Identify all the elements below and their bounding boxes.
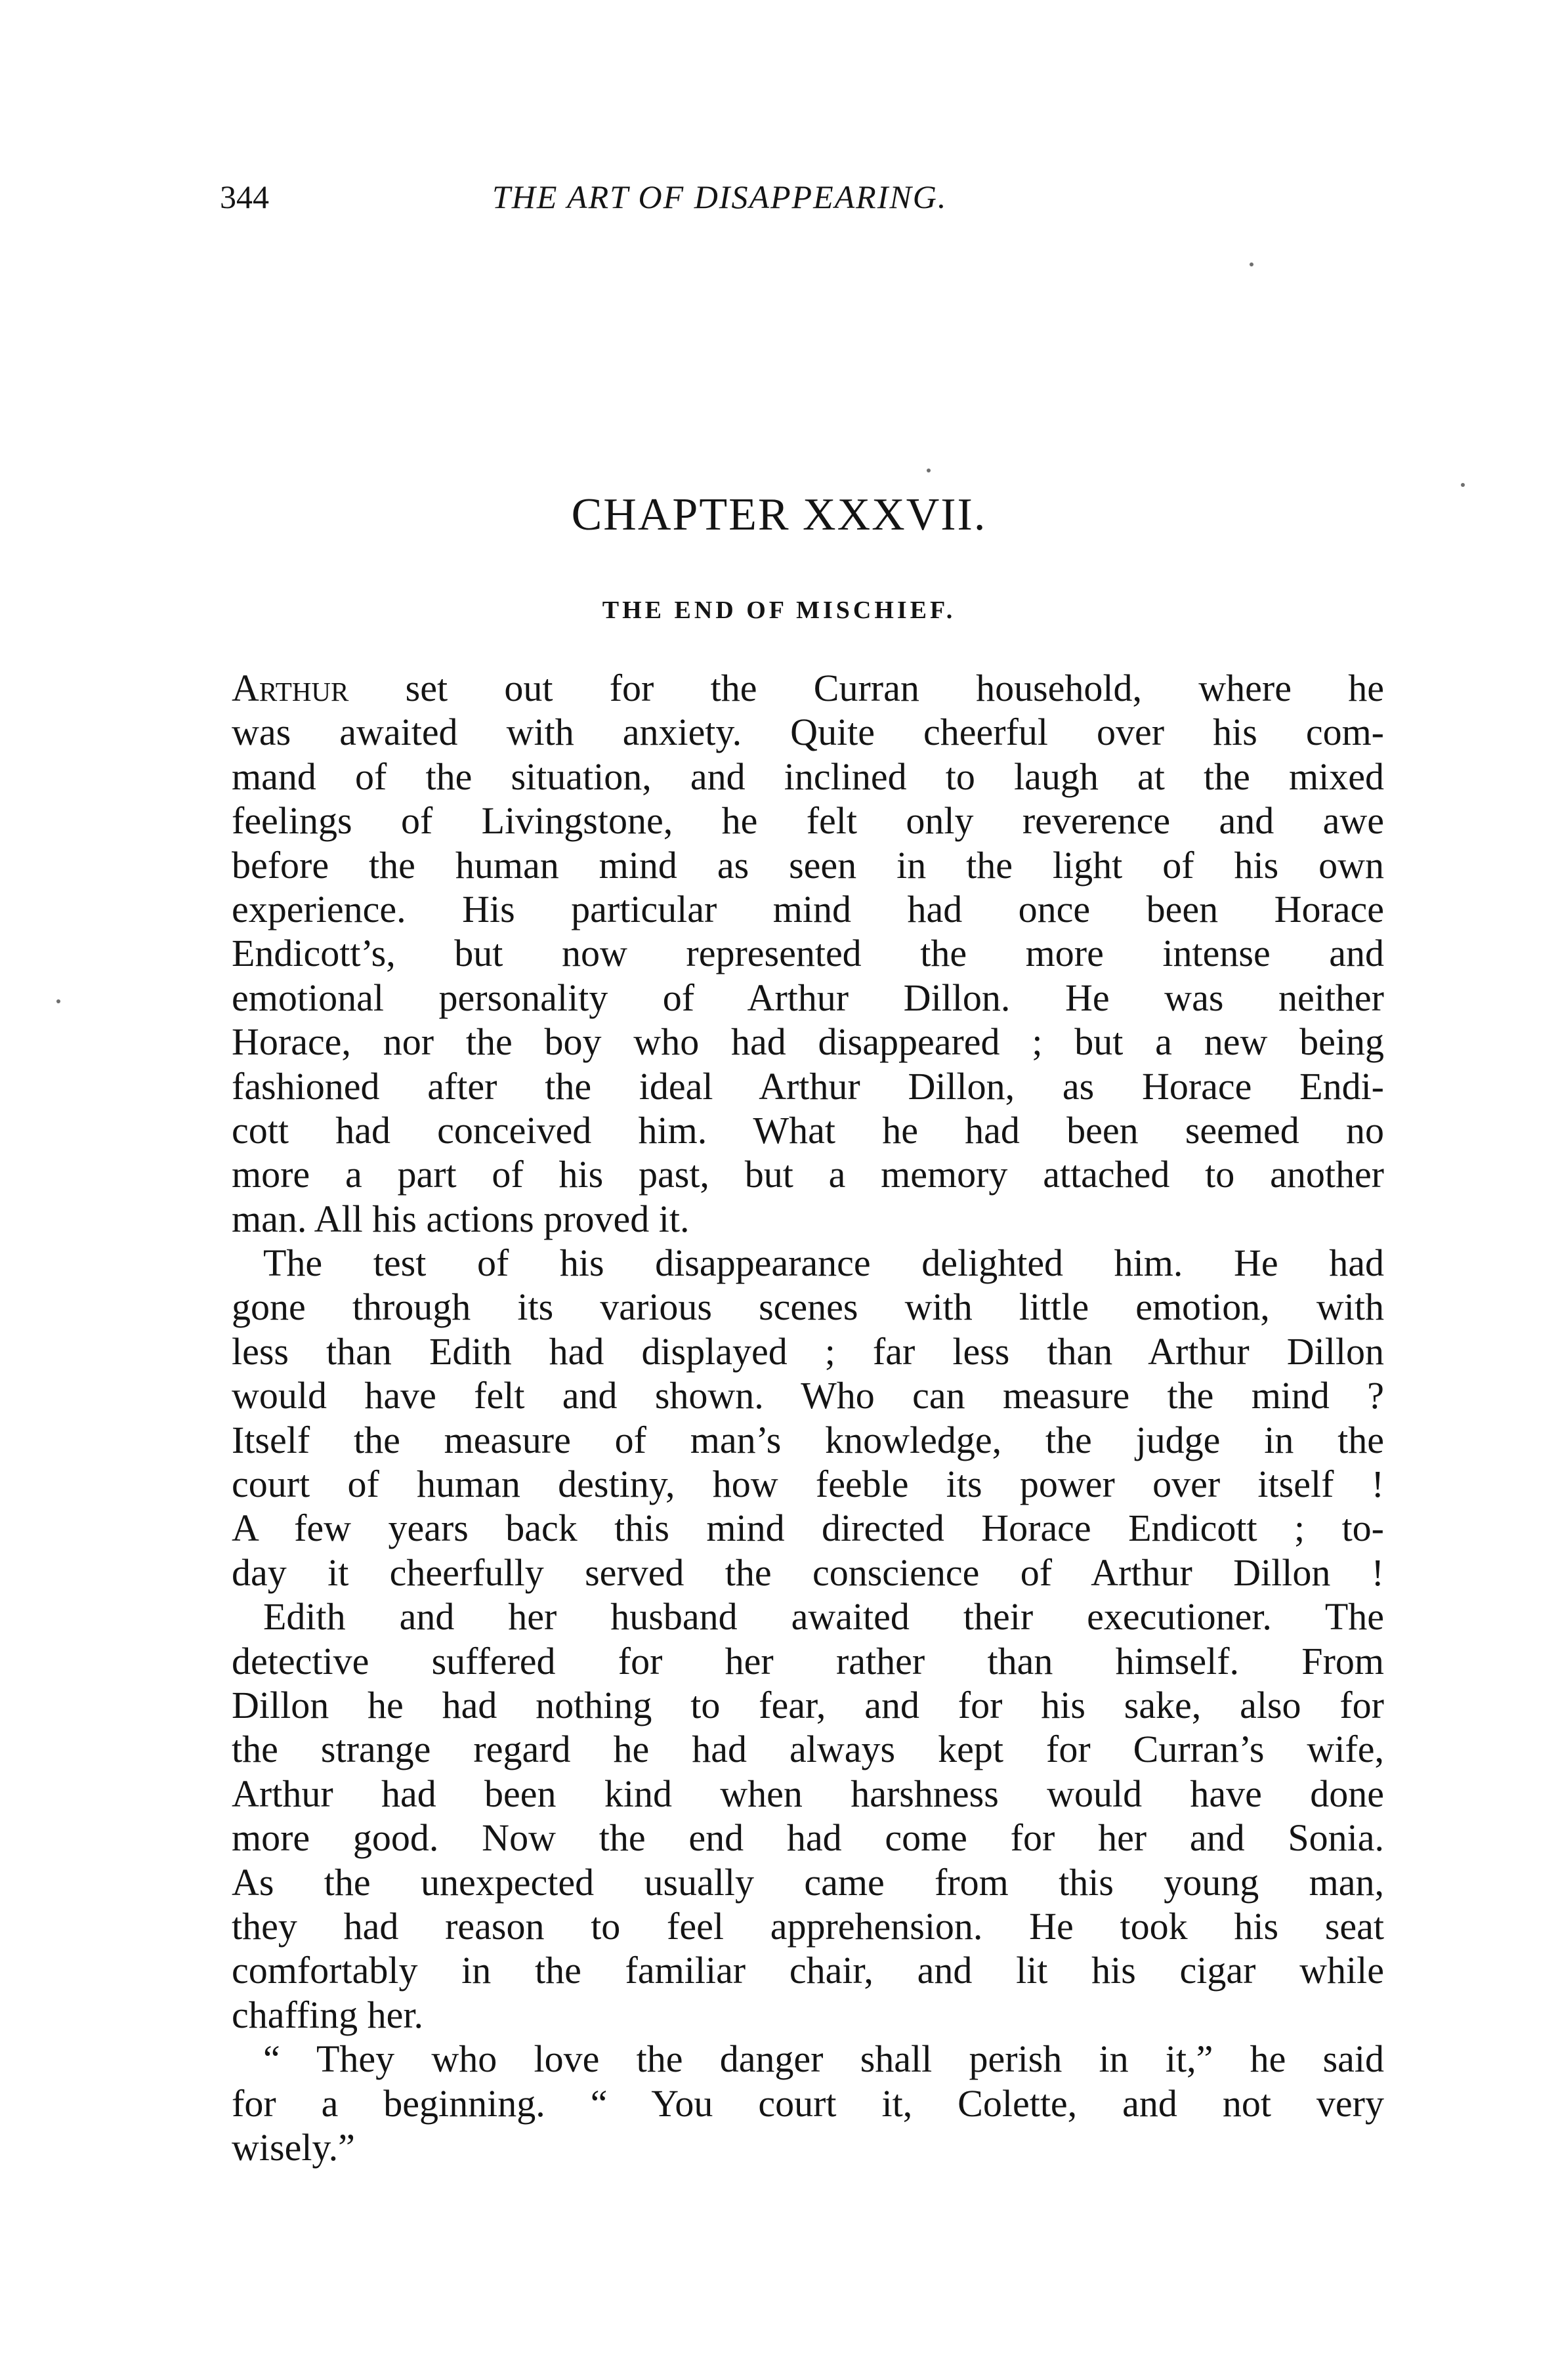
text-line: emotional personality of Arthur Dillon. He was neither: [232, 976, 1384, 1019]
text-line: mand of the situation, and inclined to laugh at the mixed: [232, 755, 1384, 798]
text-line: experience. His particular mind had once been Horace: [232, 887, 1384, 930]
text-line: the strange regard he had always kept for Curran’s wife,: [232, 1728, 1384, 1771]
text-line: more good. Now the end had come for her and Sonia.: [232, 1816, 1384, 1860]
text-line: cott had conceived him. What he had been seemed no: [232, 1108, 1384, 1152]
text-line: Arthur had been kind when harshness would have done: [232, 1772, 1384, 1815]
chapter-heading: CHAPTER XXXVII.: [571, 490, 987, 540]
text-line: A few years back this mind directed Horace Endicott ; to-: [232, 1507, 1384, 1550]
text-line: gone through its various scenes with little emotion, with: [232, 1285, 1384, 1329]
printer-mark: [56, 999, 60, 1003]
text-line: Endicott’s, but now represented the more intense and: [232, 932, 1384, 975]
text-line: for a beginning. “ You court it, Colette, and not very: [232, 2081, 1384, 2125]
text-line: they had reason to feel apprehension. He took his seat: [232, 1904, 1384, 1948]
running-head: [220, 177, 1437, 217]
text-line: chaffing her.: [232, 1993, 424, 2036]
opening-word: Arthur: [232, 667, 349, 709]
text-line: fashioned after the ideal Arthur Dillon, as Horace Endi-: [232, 1064, 1384, 1108]
text-line: Horace, nor the boy who had disappeared ; but a new being: [232, 1020, 1384, 1064]
body-text: [232, 666, 1384, 2169]
text-line: less than Edith had displayed ; far less than Arthur Dillon: [232, 1329, 1384, 1373]
text-line: court of human destiny, how feeble its power over itself !: [232, 1463, 1384, 1506]
text-line: “ They who love the danger shall perish in it,” he said: [263, 2037, 1384, 2081]
text-line: Edith and her husband awaited their executioner. The: [263, 1595, 1384, 1639]
text-line: before the human mind as seen in the light of his own: [232, 843, 1384, 887]
text-line: [232, 666, 1384, 710]
text-line: comfortably in the familiar chair, and lit his cigar while: [232, 1949, 1384, 1992]
text-line: was awaited with anxiety. Quite cheerful over his com-: [232, 711, 1384, 754]
running-title: THE ART OF DISAPPEARING.: [492, 178, 948, 215]
text-line: Itself the measure of man’s knowledge, the judge in the: [232, 1418, 1384, 1461]
text-line: feelings of Livingstone, he felt only reverence and awe: [232, 799, 1384, 843]
printer-mark: [927, 469, 931, 472]
text-line: man. All his actions proved it.: [232, 1197, 690, 1240]
text-line: more a part of his past, but a memory attached to another: [232, 1153, 1384, 1196]
text-line-rest: set out for the Curran household, where he: [348, 667, 1384, 709]
text-line: As the unexpected usually came from this young man,: [232, 1860, 1384, 1904]
text-line: day it cheerfully served the conscience of Arthur Dillon !: [232, 1551, 1384, 1594]
text-line: would have felt and shown. Who can measure the mind ?: [232, 1374, 1384, 1417]
chapter-subtitle: THE END OF MISCHIEF.: [602, 596, 956, 624]
page-number: 344: [220, 178, 269, 215]
text-line: The test of his disappearance delighted him. He had: [263, 1242, 1384, 1285]
printer-mark: [1250, 262, 1253, 266]
text-line: detective suffered for her rather than himself. From: [232, 1639, 1384, 1682]
text-line: wisely.”: [232, 2125, 355, 2169]
text-line: Dillon he had nothing to fear, and for his sake, also for: [232, 1683, 1384, 1726]
